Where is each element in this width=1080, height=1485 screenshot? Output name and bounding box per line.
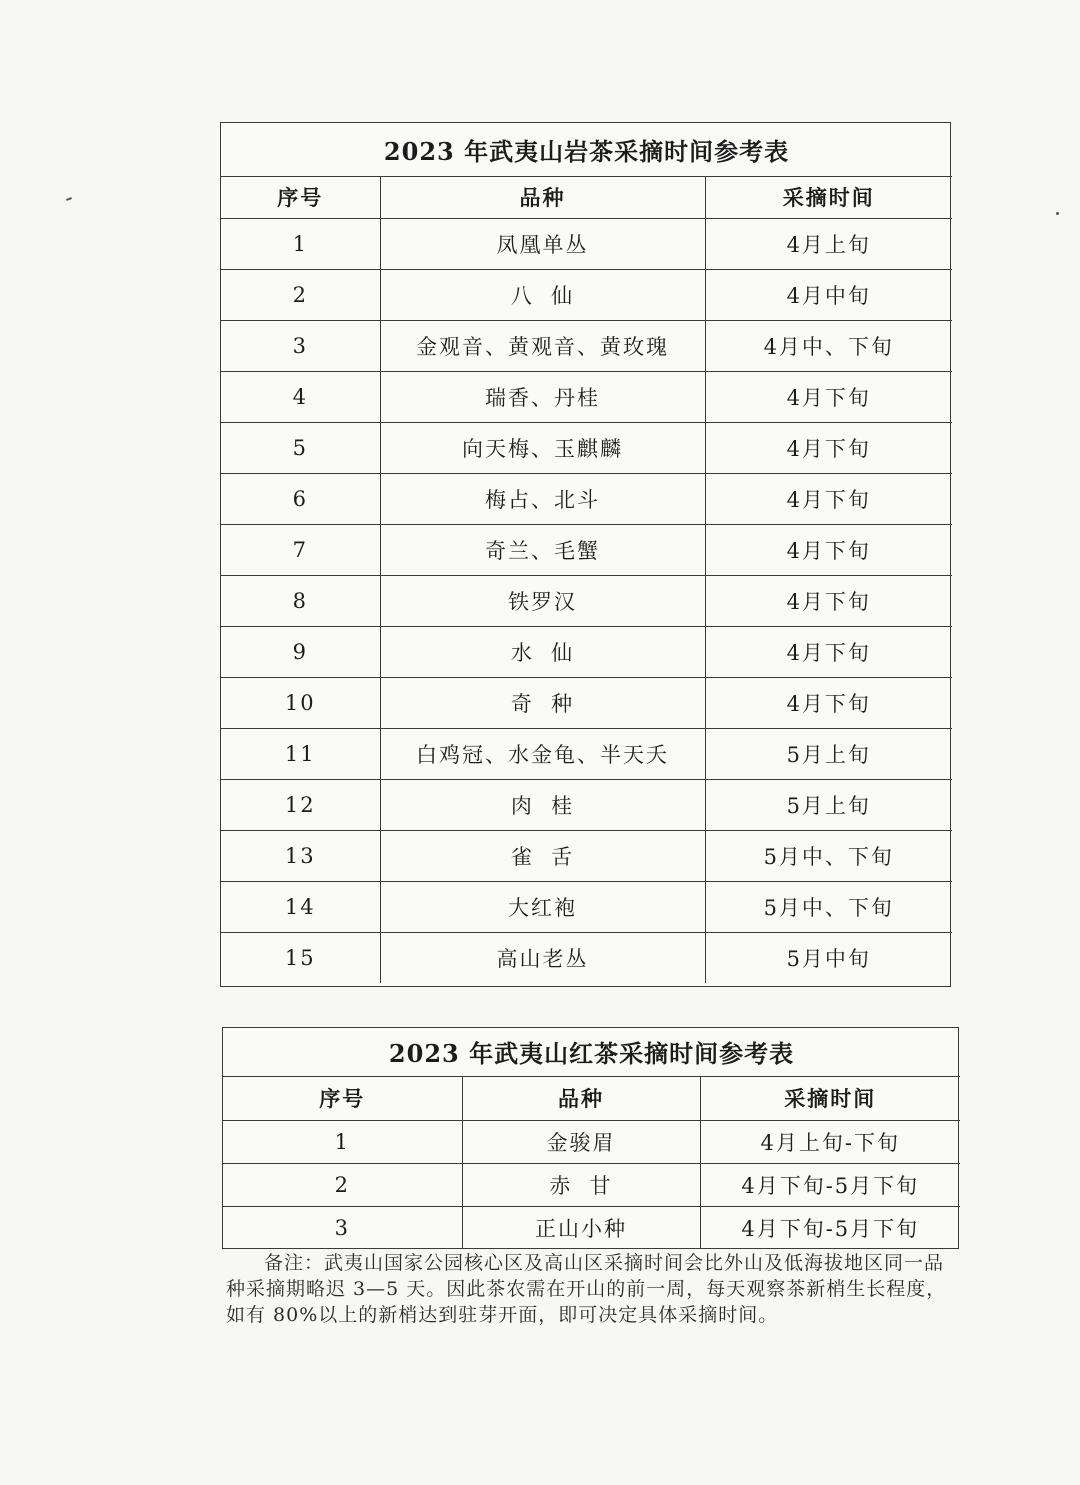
row-variety: 铁罗汉: [380, 575, 705, 626]
row-no: 3: [221, 320, 380, 371]
row-no: 3: [223, 1206, 462, 1249]
table-row: [221, 779, 952, 830]
rock-tea-table: [220, 122, 951, 987]
row-variety: 梅占、北斗: [380, 473, 705, 524]
row-variety: 金骏眉: [462, 1120, 700, 1163]
row-time: 4月下旬: [705, 575, 952, 626]
row-time: 5月上旬: [705, 728, 952, 779]
scan-mark-right: [1056, 212, 1059, 215]
row-time: 4月下旬: [705, 677, 952, 728]
table-row: [223, 1206, 960, 1249]
row-no: 8: [221, 575, 380, 626]
table-title: 2023 年武夷山岩茶采摘时间参考表: [221, 123, 952, 176]
row-variety: 赤 甘: [462, 1163, 700, 1206]
row-no: 6: [221, 473, 380, 524]
scan-mark-left: [66, 197, 72, 201]
table-row: [221, 320, 952, 371]
table-row: [223, 1163, 960, 1206]
row-no: 11: [221, 728, 380, 779]
row-time: 4月下旬: [705, 422, 952, 473]
black-tea-table: [222, 1027, 959, 1249]
row-variety: 正山小种: [462, 1206, 700, 1249]
row-variety: 雀 舌: [380, 830, 705, 881]
row-time: 5月中、下旬: [705, 881, 952, 932]
table-row: [221, 830, 952, 881]
column-header-variety: 品种: [462, 1076, 700, 1120]
table-row: [221, 626, 952, 677]
row-no: 15: [221, 932, 380, 983]
row-no: 1: [223, 1120, 462, 1163]
row-variety: 金观音、黄观音、黄玫瑰: [380, 320, 705, 371]
footnote: 备注：武夷山国家公园核心区及高山区采摘时间会比外山及低海拔地区同一品种采摘期略迟 3—5 天。因此茶农需在开山的前一周，每天观察茶新梢生长程度，如有 80%以上的新梢达到驻芽开面，即可决定具体采摘时间。: [226, 1252, 947, 1326]
table-row: [221, 881, 952, 932]
row-variety: 大红袍: [380, 881, 705, 932]
table-row: [221, 575, 952, 626]
row-time: 4月下旬: [705, 626, 952, 677]
row-variety: 向天梅、玉麒麟: [380, 422, 705, 473]
column-header-no: 序号: [223, 1076, 462, 1120]
row-no: 10: [221, 677, 380, 728]
row-no: 9: [221, 626, 380, 677]
row-no: 1: [221, 218, 380, 269]
table-row: [221, 728, 952, 779]
row-time: 4月下旬: [705, 473, 952, 524]
row-variety: 凤凰单丛: [380, 218, 705, 269]
table-row: [221, 932, 952, 983]
row-variety: 水 仙: [380, 626, 705, 677]
row-time: 4月下旬: [705, 371, 952, 422]
table-row: [221, 218, 952, 269]
row-variety: 奇 种: [380, 677, 705, 728]
row-time: 4月下旬-5月下旬: [700, 1163, 960, 1206]
row-variety: 奇兰、毛蟹: [380, 524, 705, 575]
row-variety: 肉 桂: [380, 779, 705, 830]
table-row: [221, 422, 952, 473]
row-time: 4月上旬-下旬: [700, 1120, 960, 1163]
row-no: 2: [223, 1163, 462, 1206]
table-row: [221, 473, 952, 524]
row-no: 14: [221, 881, 380, 932]
row-time: 4月上旬: [705, 218, 952, 269]
row-variety: 瑞香、丹桂: [380, 371, 705, 422]
row-variety: 八 仙: [380, 269, 705, 320]
row-time: 5月中旬: [705, 932, 952, 983]
column-header-no: 序号: [221, 176, 380, 218]
row-time: 5月中、下旬: [705, 830, 952, 881]
row-time: 4月中旬: [705, 269, 952, 320]
row-time: 4月下旬-5月下旬: [700, 1206, 960, 1249]
table-row: [221, 524, 952, 575]
table-row: [221, 677, 952, 728]
row-no: 13: [221, 830, 380, 881]
row-no: 4: [221, 371, 380, 422]
table-title: 2023 年武夷山红茶采摘时间参考表: [223, 1028, 960, 1076]
row-variety: 白鸡冠、水金龟、半天夭: [380, 728, 705, 779]
row-time: 4月下旬: [705, 524, 952, 575]
row-no: 2: [221, 269, 380, 320]
row-time: 5月上旬: [705, 779, 952, 830]
row-variety: 高山老丛: [380, 932, 705, 983]
row-no: 12: [221, 779, 380, 830]
column-header-variety: 品种: [380, 176, 705, 218]
table-row: [223, 1120, 960, 1163]
table-row: [221, 269, 952, 320]
column-header-time: 采摘时间: [705, 176, 952, 218]
row-no: 5: [221, 422, 380, 473]
table-row: [221, 371, 952, 422]
row-time: 4月中、下旬: [705, 320, 952, 371]
column-header-time: 采摘时间: [700, 1076, 960, 1120]
row-no: 7: [221, 524, 380, 575]
